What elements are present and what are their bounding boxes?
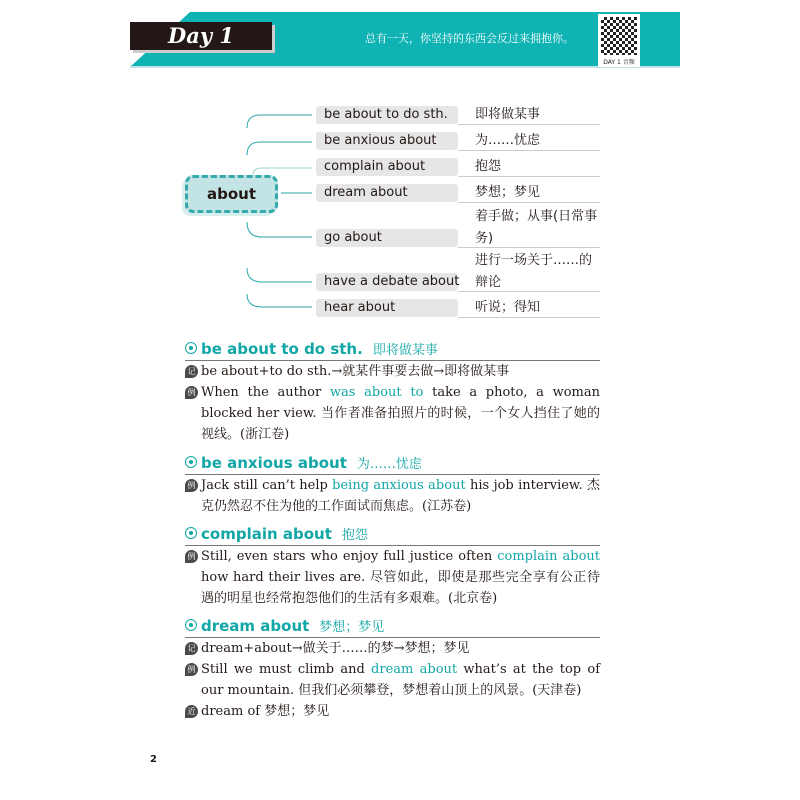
phrase-meaning: 即将做某事 bbox=[475, 107, 541, 122]
day-title: Day 1 bbox=[130, 22, 272, 50]
divider bbox=[458, 202, 600, 203]
divider bbox=[458, 176, 600, 177]
example-line bbox=[185, 659, 600, 701]
divider bbox=[458, 150, 600, 151]
entry-meaning: 抱怨 bbox=[341, 528, 368, 543]
phrase-meaning: 听说；得知 bbox=[475, 300, 541, 315]
phrase-meaning: 为……忧虑 bbox=[475, 133, 541, 148]
phrase-box: have a debate about bbox=[316, 273, 458, 291]
example-line bbox=[185, 546, 600, 609]
near-icon: 近 bbox=[185, 705, 198, 718]
example-icon: 例 bbox=[185, 550, 198, 563]
phrase-meaning: 抱怨 bbox=[475, 159, 502, 174]
memo-icon: 记 bbox=[185, 642, 198, 655]
location-pin-icon bbox=[185, 527, 197, 539]
phrase-meaning: 进行一场关于……的辩论 bbox=[475, 253, 593, 290]
near-text: dream of 梦想；梦见 bbox=[201, 704, 330, 719]
example-text: Still we must climb and bbox=[201, 662, 372, 677]
entry-be-about-to bbox=[185, 339, 600, 445]
near-synonym-line bbox=[185, 701, 600, 722]
divider bbox=[458, 124, 600, 125]
page-number: 2 bbox=[150, 754, 157, 765]
memo-text: dream+about→做关于……的梦→梦想；梦见 bbox=[201, 641, 470, 656]
divider bbox=[458, 291, 600, 292]
memo-line bbox=[185, 638, 600, 659]
phrase-box: be anxious about bbox=[316, 132, 458, 150]
example-icon: 例 bbox=[185, 386, 198, 399]
example-text: When the author bbox=[201, 385, 330, 400]
example-text: what’s at the top of our mountain. 但我们必须攀登，梦想着山顶上的风景。(天津卷) bbox=[201, 662, 601, 698]
phrase-box: be about to do sth. bbox=[316, 106, 458, 124]
entry-heading bbox=[185, 453, 600, 475]
phrase-meaning: 梦想；梦见 bbox=[475, 185, 541, 200]
entry-meaning: 梦想；梦见 bbox=[319, 620, 385, 635]
entry-complain-about bbox=[185, 524, 600, 609]
example-text: his job interview. 杰克仍然忍不住为他的工作面试而焦虑。(江苏卷) bbox=[201, 478, 600, 514]
phrase-box: go about bbox=[316, 229, 458, 247]
example-icon: 例 bbox=[185, 663, 198, 676]
memo-text: be about+to do sth.→就某件事要去做→即将做某事 bbox=[201, 364, 510, 379]
example-highlight: complain about bbox=[497, 549, 600, 564]
qr-label: DAY 1 音频 bbox=[598, 58, 640, 67]
phrase-box: dream about bbox=[316, 184, 458, 202]
entry-title: be anxious about bbox=[201, 454, 347, 472]
location-pin-icon bbox=[185, 456, 197, 468]
entry-meaning: 为……忧虑 bbox=[356, 457, 422, 472]
location-pin-icon bbox=[185, 342, 197, 354]
example-text: how hard their lives are. 尽管如此，即使是那些完全享有公正待遇的明星也经常抱怨他们的生活有多艰难。(北京卷) bbox=[201, 570, 600, 606]
entry-be-anxious-about bbox=[185, 453, 600, 517]
example-icon: 例 bbox=[185, 479, 198, 492]
motto: 总有一天，你坚持的东西会反过来拥抱你。 bbox=[365, 32, 574, 45]
example-text: Jack still can’t help bbox=[201, 478, 333, 493]
entry-dream-about bbox=[185, 616, 600, 722]
divider bbox=[458, 247, 600, 248]
example-line bbox=[185, 475, 600, 517]
example-text: take a photo, a woman blocked her view. 当作者准备拍照片的时候，一个女人挡住了她的视线。(浙江卷) bbox=[201, 385, 600, 442]
entry-title: dream about bbox=[201, 617, 310, 635]
entry-meaning: 即将做某事 bbox=[372, 343, 438, 358]
memo-icon: 记 bbox=[185, 365, 198, 378]
example-highlight: was about to bbox=[329, 385, 424, 400]
example-text: Still, even stars who enjoy full justice often bbox=[201, 549, 498, 564]
mindmap-hub: about bbox=[185, 175, 278, 213]
entry-heading bbox=[185, 524, 600, 546]
entry-title: be about to do sth. bbox=[201, 340, 363, 358]
memo-line bbox=[185, 361, 600, 382]
divider bbox=[458, 317, 600, 318]
phrase-box: complain about bbox=[316, 158, 458, 176]
entry-heading bbox=[185, 616, 600, 638]
phrase-box: hear about bbox=[316, 299, 458, 317]
location-pin-icon bbox=[185, 619, 197, 631]
entry-heading bbox=[185, 339, 600, 361]
entry-title: complain about bbox=[201, 525, 332, 543]
example-line bbox=[185, 382, 600, 445]
example-highlight: dream about bbox=[371, 662, 458, 677]
example-highlight: being anxious about bbox=[332, 478, 466, 493]
phrase-meaning: 着手做；从事(日常事务) bbox=[475, 209, 598, 246]
